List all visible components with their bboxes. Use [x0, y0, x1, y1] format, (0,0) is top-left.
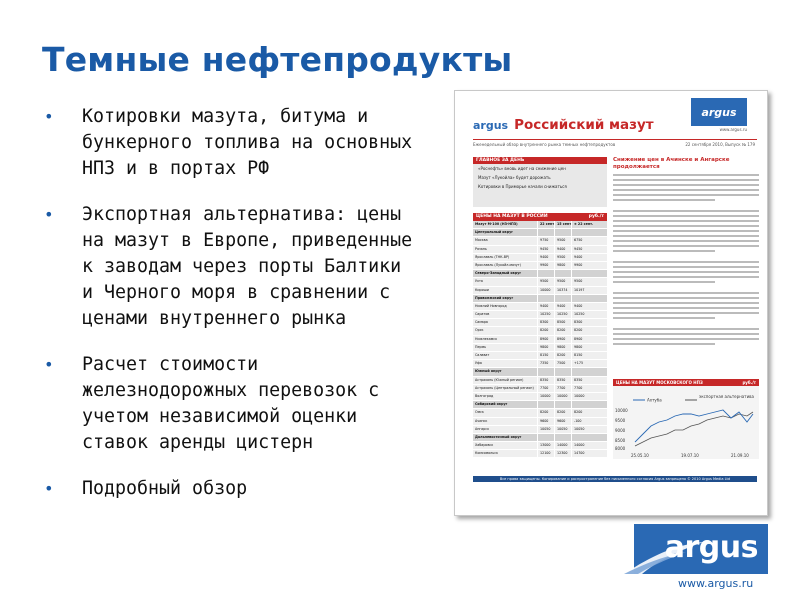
doc-table-row [473, 262, 607, 270]
doc-text-line [613, 266, 759, 268]
doc-table-row [473, 426, 607, 434]
doc-y-tick: 9500 [615, 418, 626, 423]
doc-table-cell: Кириши [475, 287, 489, 292]
doc-table-cell: Ангарск [475, 426, 490, 431]
doc-table-cell: Нижнекамск [475, 336, 498, 341]
doc-x-tick: 19.07.10 [681, 453, 699, 458]
doc-table-cell: Волгоград [475, 393, 494, 398]
bullet-list [44, 104, 414, 522]
doc-y-tick: 8000 [615, 446, 626, 451]
doc-table-cell: 10000 [571, 393, 588, 400]
doc-table-row [473, 254, 607, 262]
doc-table-cell: 8200 [571, 327, 588, 334]
doc-table-cell [537, 401, 554, 408]
doc-table-cell: 9800 [554, 344, 571, 351]
doc-table-row [473, 393, 607, 401]
doc-table-header-row [473, 221, 607, 229]
doc-table-cell: 7700 [571, 385, 588, 392]
doc-table-cell [537, 270, 554, 277]
doc-table-row [473, 418, 607, 426]
doc-table-cell: 8900 [571, 336, 588, 343]
doc-table-cell: 10250 [571, 311, 588, 318]
doc-table-cell: 8350 [537, 377, 554, 384]
doc-text-line [613, 210, 759, 212]
doc-chart-unit: руб./т [742, 380, 756, 385]
doc-table-row [473, 287, 607, 295]
doc-legend-label: экспортная альтернатива [699, 394, 754, 399]
doc-text-line [613, 292, 759, 294]
bullet-text: Подробный обзор [82, 478, 248, 499]
doc-x-tick: 21.09.10 [731, 453, 749, 458]
doc-table-row [473, 303, 607, 311]
doc-text-line [613, 271, 759, 273]
bullet-text: Расчет стоимости железнодорожных перевозок с учетом независимой оценки ставок аренды цистерн [82, 354, 380, 453]
doc-text-line [613, 179, 759, 181]
doc-argus-logo: argus [691, 98, 747, 126]
doc-table-cell: 10250 [554, 311, 571, 318]
doc-table-row [473, 385, 607, 393]
doc-table-cell: Хабаровск [475, 443, 494, 448]
doc-table-cell: Омск [475, 410, 484, 415]
doc-table-cell: Рязань [475, 246, 487, 251]
doc-table-cell: 9500 [554, 278, 571, 285]
doc-table-cell: 8350 [571, 377, 588, 384]
doc-text-line [613, 328, 759, 330]
bullet-item [44, 104, 414, 182]
argus-logo-text: argus [664, 530, 758, 565]
doc-table-cell: 10197 [571, 287, 588, 294]
doc-text-line [613, 220, 759, 222]
bullet-item [44, 352, 414, 456]
doc-chart-heading [613, 379, 759, 386]
doc-table-cell: 12100 [537, 450, 554, 457]
doc-table-cell [554, 401, 571, 408]
bullet-dot-icon: • [44, 107, 54, 126]
doc-table-body [473, 229, 607, 458]
doc-table-cell: 9450 [537, 246, 554, 253]
doc-table-cell: 13000 [537, 442, 554, 449]
doc-article-body [613, 174, 759, 345]
doc-table-row [473, 319, 607, 327]
doc-paragraph-gap [613, 283, 759, 289]
doc-table-cell: Салават [475, 353, 490, 357]
doc-table-cell: 9800 [571, 344, 588, 351]
doc-paragraph-gap [613, 252, 759, 258]
doc-table-cell: 9450 [571, 246, 588, 253]
doc-table-cell: 8200 [554, 409, 571, 416]
doc-table-cell: 9400 [554, 303, 571, 310]
doc-table-cell: Сибирский округ [475, 402, 508, 407]
doc-y-tick: 8500 [615, 438, 626, 443]
doc-table-cell: 8300 [537, 319, 554, 326]
doc-table-cell: 7700 [537, 385, 554, 392]
doc-table-cell: Саратов [475, 312, 490, 317]
doc-article-title: Снижение цен в Ачинске и Ангарске продолжается [613, 157, 730, 170]
doc-text-line [613, 194, 759, 196]
doc-table-cell: 8500 [554, 319, 571, 326]
doc-news-item: Котировки в Приморье начали снижаться [478, 184, 567, 189]
doc-table-cell: 10000 [537, 287, 554, 294]
doc-table-cell: 10374 [554, 287, 571, 294]
doc-text-line [613, 215, 759, 217]
doc-table-cell: 9800 [537, 344, 554, 351]
doc-table-cell: 8200 [554, 327, 571, 334]
doc-table-cell: Северо-Западный округ [475, 271, 522, 276]
doc-y-tick: 9000 [615, 428, 626, 433]
doc-table-cell: 9500 [537, 278, 554, 285]
doc-table-row [473, 278, 607, 286]
doc-table-row [473, 360, 607, 368]
doc-table-cell: 8900 [537, 336, 554, 343]
doc-table-cell [554, 229, 571, 236]
doc-text-line [613, 230, 759, 232]
doc-table-cell: Ярославль (ТНК-ВР) [475, 254, 510, 259]
doc-subtitle: Еженедельный обзор внутреннего рынка темных нефтепродуктов [473, 142, 616, 147]
doc-table-cell: 8150 [537, 352, 554, 359]
doc-table-cell [571, 401, 588, 408]
doc-table-title: ЦЕНЫ НА МАЗУТ В РОССИИ [476, 214, 548, 219]
doc-table-cell [554, 368, 571, 375]
doc-table-cell: 10050 [571, 426, 588, 433]
doc-table-row [473, 237, 607, 245]
doc-table-row [473, 352, 607, 360]
argus-logo [634, 524, 768, 574]
doc-table-row [473, 409, 607, 417]
doc-text-line [613, 261, 759, 263]
doc-table-unit: руб./т [588, 214, 604, 219]
doc-table-cell: 9600 [554, 418, 571, 425]
report-thumbnail [454, 90, 768, 516]
doc-text-line [613, 245, 759, 247]
doc-table-cell: 8900 [554, 336, 571, 343]
doc-col-header: 22 сент. [537, 221, 554, 228]
doc-table-cell: Дальневосточный округ [475, 434, 522, 439]
doc-col-header: ± 22 сент. [571, 221, 588, 228]
doc-table-heading [473, 213, 607, 221]
doc-table-cell: 14700 [571, 450, 588, 457]
doc-chart-title: ЦЕНЫ НА МАЗУТ МОСКОВСКОГО НПЗ [616, 380, 703, 385]
doc-table-cell [571, 295, 588, 302]
doc-table-cell: Пермь [475, 344, 487, 349]
doc-table-row [473, 246, 607, 254]
doc-text-line [613, 189, 759, 191]
doc-table-cell: 14000 [571, 442, 588, 449]
doc-table-cell: Астрахань (Центральный регион) [475, 385, 534, 390]
doc-table-section-row [473, 368, 607, 376]
doc-table-section-row [473, 434, 607, 442]
doc-table-cell: 9600 [537, 418, 554, 425]
doc-table-cell: 9800 [554, 262, 571, 269]
doc-text-line [613, 225, 759, 227]
doc-table-cell [554, 295, 571, 302]
doc-text-line [613, 333, 759, 335]
doc-table-cell: Самара [475, 320, 488, 325]
doc-table-cell [571, 229, 588, 236]
doc-text-line [613, 312, 759, 314]
doc-news-item: Мазут «Лукойла» будет дорожать [478, 175, 551, 180]
doc-brand: argus [473, 119, 509, 132]
doc-table-cell: 7500 [554, 360, 571, 367]
doc-table-cell [554, 270, 571, 277]
argus-website-link[interactable]: www.argus.ru [678, 577, 754, 590]
doc-table-cell: Комсомольск [475, 451, 499, 456]
doc-table-cell: +175 [571, 360, 588, 367]
doc-table-cell: 14000 [554, 442, 571, 449]
bullet-item [44, 476, 414, 502]
bullet-text: Экспортная альтернатива: цены на мазут в Европе, приведенные к заводам через порты Балтики и Черного моря в сравнении с ценами внутреннего рынка [82, 204, 413, 329]
doc-table-cell: 10000 [537, 393, 554, 400]
doc-main-news [473, 157, 607, 207]
doc-table-cell [554, 434, 571, 441]
doc-table-cell: 8200 [537, 327, 554, 334]
doc-table-cell: -100 [571, 418, 588, 425]
doc-table-cell [571, 368, 588, 375]
doc-col-header: Мазут М-100 (НЗ-НПЗ) [475, 222, 518, 226]
doc-table-cell: 10250 [537, 311, 554, 318]
bullet-item [44, 202, 414, 332]
doc-table-cell: 9400 [537, 254, 554, 261]
doc-table-cell: 9900 [537, 262, 554, 269]
doc-table-cell: 6750 [571, 237, 588, 244]
doc-table-cell: 8350 [554, 377, 571, 384]
doc-table-cell: 10050 [554, 426, 571, 433]
doc-table-cell: Ухта [475, 279, 483, 284]
doc-table-cell: 9500 [571, 278, 588, 285]
doc-table-cell: 8200 [537, 409, 554, 416]
doc-divider [473, 139, 757, 140]
doc-table-cell [537, 434, 554, 441]
doc-footer: Все права защищены. Копирование и распространение без письменного согласия Argus запрещено © 2010 Argus Media Ltd [473, 476, 757, 482]
doc-table-cell: 9500 [554, 237, 571, 244]
doc-table-cell: Астрахань (Южный регион) [475, 377, 524, 382]
doc-table-cell: 9500 [554, 254, 571, 261]
doc-table-cell: 10050 [537, 426, 554, 433]
doc-text-line [613, 184, 759, 186]
doc-table-cell: 9400 [571, 303, 588, 310]
doc-text-line [613, 338, 759, 340]
doc-table-cell: 8200 [571, 409, 588, 416]
doc-table-row [473, 377, 607, 385]
doc-table-cell [537, 229, 554, 236]
doc-table-cell: Уфа [475, 361, 482, 366]
doc-table-cell: 9400 [554, 246, 571, 253]
doc-price-table [473, 213, 607, 458]
doc-table-row [473, 311, 607, 319]
doc-article [613, 157, 759, 345]
doc-table-cell: 9750 [537, 237, 554, 244]
doc-table-cell: Южный округ [475, 369, 502, 374]
doc-table-cell [537, 368, 554, 375]
doc-text-line [613, 302, 759, 304]
doc-table-row [473, 450, 607, 458]
doc-table-cell: 8300 [571, 319, 588, 326]
doc-table-cell: Москва [475, 238, 488, 243]
doc-table-section-row [473, 270, 607, 278]
doc-table-cell: 10000 [554, 393, 571, 400]
bullet-text: Котировки мазута, битума и бункерного топлива на основных НПЗ и в портах РФ [82, 106, 413, 179]
doc-table-cell: 9400 [571, 254, 588, 261]
doc-table-cell: 9900 [571, 262, 588, 269]
doc-text-line [613, 240, 759, 242]
doc-table-section-row [473, 295, 607, 303]
doc-text-line [613, 343, 715, 345]
doc-text-line [613, 307, 759, 309]
doc-text-line [613, 235, 759, 237]
doc-table-cell: 8150 [571, 352, 588, 359]
doc-table-cell: Орск [475, 328, 484, 333]
doc-table-cell: Ярославль (Лукойл-мазут) [475, 262, 521, 267]
doc-x-tick: 25.05.10 [631, 453, 649, 458]
doc-table-cell: 7350 [537, 360, 554, 367]
doc-table-row [473, 336, 607, 344]
doc-paragraph-gap [613, 201, 759, 207]
doc-table-cell: 8200 [554, 352, 571, 359]
bullet-dot-icon: • [44, 355, 54, 374]
doc-chart [613, 379, 759, 459]
doc-logo-url: www.argus.ru [719, 127, 747, 132]
doc-paragraph-gap [613, 319, 759, 325]
doc-masthead [473, 117, 654, 133]
doc-col-header: 15 сент. [554, 221, 571, 228]
doc-table-section-row [473, 229, 607, 237]
doc-table-cell: 9400 [537, 303, 554, 310]
doc-text-line [613, 174, 759, 176]
doc-legend-label: Ахтуба [647, 397, 662, 403]
doc-news-item: «Роснефть» вновь идет на снижение цен [478, 166, 566, 171]
doc-table-cell: Центральный округ [475, 230, 514, 235]
doc-text-line [613, 297, 759, 299]
doc-main-news-heading: ГЛАВНОЕ ЗА ДЕНЬ [473, 157, 607, 164]
bullet-dot-icon: • [44, 479, 54, 498]
doc-table-row [473, 327, 607, 335]
doc-text-line [613, 276, 759, 278]
doc-issue: 22 сентября 2010, Выпуск № 179 [685, 142, 755, 147]
doc-table-row [473, 442, 607, 450]
doc-table-cell: 12300 [554, 450, 571, 457]
doc-table-cell: Приволжский округ [475, 295, 514, 300]
doc-y-tick: 10000 [615, 408, 628, 413]
doc-table-cell [537, 295, 554, 302]
doc-table-row [473, 344, 607, 352]
doc-table-cell: 7700 [554, 385, 571, 392]
slide-title: Темные нефтепродукты [42, 40, 513, 79]
doc-publication-title: Российский мазут [514, 117, 654, 133]
doc-table-section-row [473, 401, 607, 409]
bullet-dot-icon: • [44, 205, 54, 224]
doc-table-cell [571, 434, 588, 441]
doc-table-cell: Ачинск [475, 418, 488, 423]
doc-table-cell: Нижний Новгород [475, 303, 507, 308]
doc-chart-plot [613, 386, 759, 459]
doc-table-cell [571, 270, 588, 277]
